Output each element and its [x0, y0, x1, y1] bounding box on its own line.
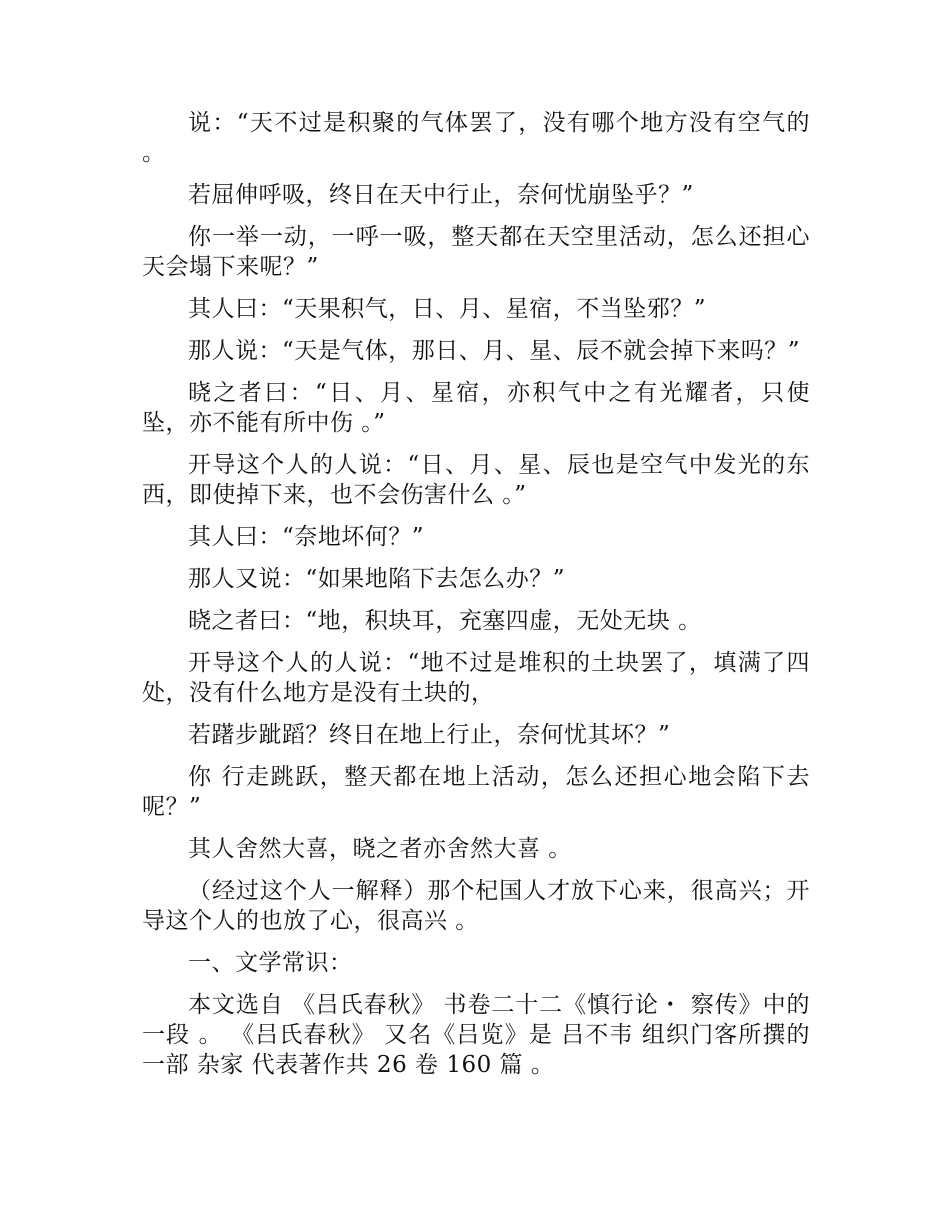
paragraph-14: 其人舍然大喜，晓之者亦舍然大喜 。 — [188, 836, 572, 862]
paragraph-5: 那人说：“天是气体，那日、月、星、辰不就会掉下来吗？” — [188, 338, 801, 364]
paragraph-1: 说：“天不过是积聚的气体罢了，没有哪个地方没有空气的 。 — [142, 110, 810, 166]
paragraph-7: 开导这个人的人说：“日、月、星、辰也是空气中发光的东西，即使掉下来，也不会伤害什么 。” — [142, 452, 810, 508]
section-heading: 一、文学常识： — [188, 950, 353, 976]
paragraph-17: 本文选自 《吕氏春秋》 书卷二十二《慎行论・ 察传》中的一段 。 《吕氏春秋》 又名《吕览》是 吕不韦 组织门客所撰的一部 杂家 代表著作共 26 卷 160 篇 。 — [142, 992, 810, 1078]
paragraph-2: 若屈伸呼吸，终日在天中行止，奈何忧崩坠乎？” — [188, 182, 694, 208]
paragraph-4: 其人曰：“天果积气，日、月、星宿，不当坠邪？” — [188, 296, 707, 322]
paragraph-9: 那人又说：“如果地陷下去怎么办？” — [188, 566, 566, 592]
paragraph-3: 你一举一动，一呼一吸，整天都在天空里活动，怎么还担心天会塌下来呢？” — [142, 224, 810, 280]
paragraph-6: 晓之者曰：“日、月、星宿，亦积气中之有光耀者，只使坠，亦不能有所中伤 。” — [142, 380, 810, 436]
paragraph-15: （经过这个人一解释）那个杞国人才放下心来，很高兴；开导这个人的也放了心，很高兴 。 — [142, 878, 810, 934]
paragraph-13: 你 行走跳跃，整天都在地上活动，怎么还担心地会陷下去呢？” — [142, 764, 810, 820]
paragraph-8: 其人曰：“奈地坏何？” — [188, 524, 425, 550]
paragraph-10: 晓之者曰：“地，积块耳，充塞四虚，无处无块 。 — [188, 608, 702, 634]
paragraph-12: 若躇步跐蹈？终日在地上行止，奈何忧其坏？” — [188, 722, 671, 748]
document-body — [142, 108, 810, 1092]
paragraph-11: 开导这个人的人说：“地不过是堆积的土块罢了，填满了四处，没有什么地方是没有土块的， — [142, 650, 810, 706]
